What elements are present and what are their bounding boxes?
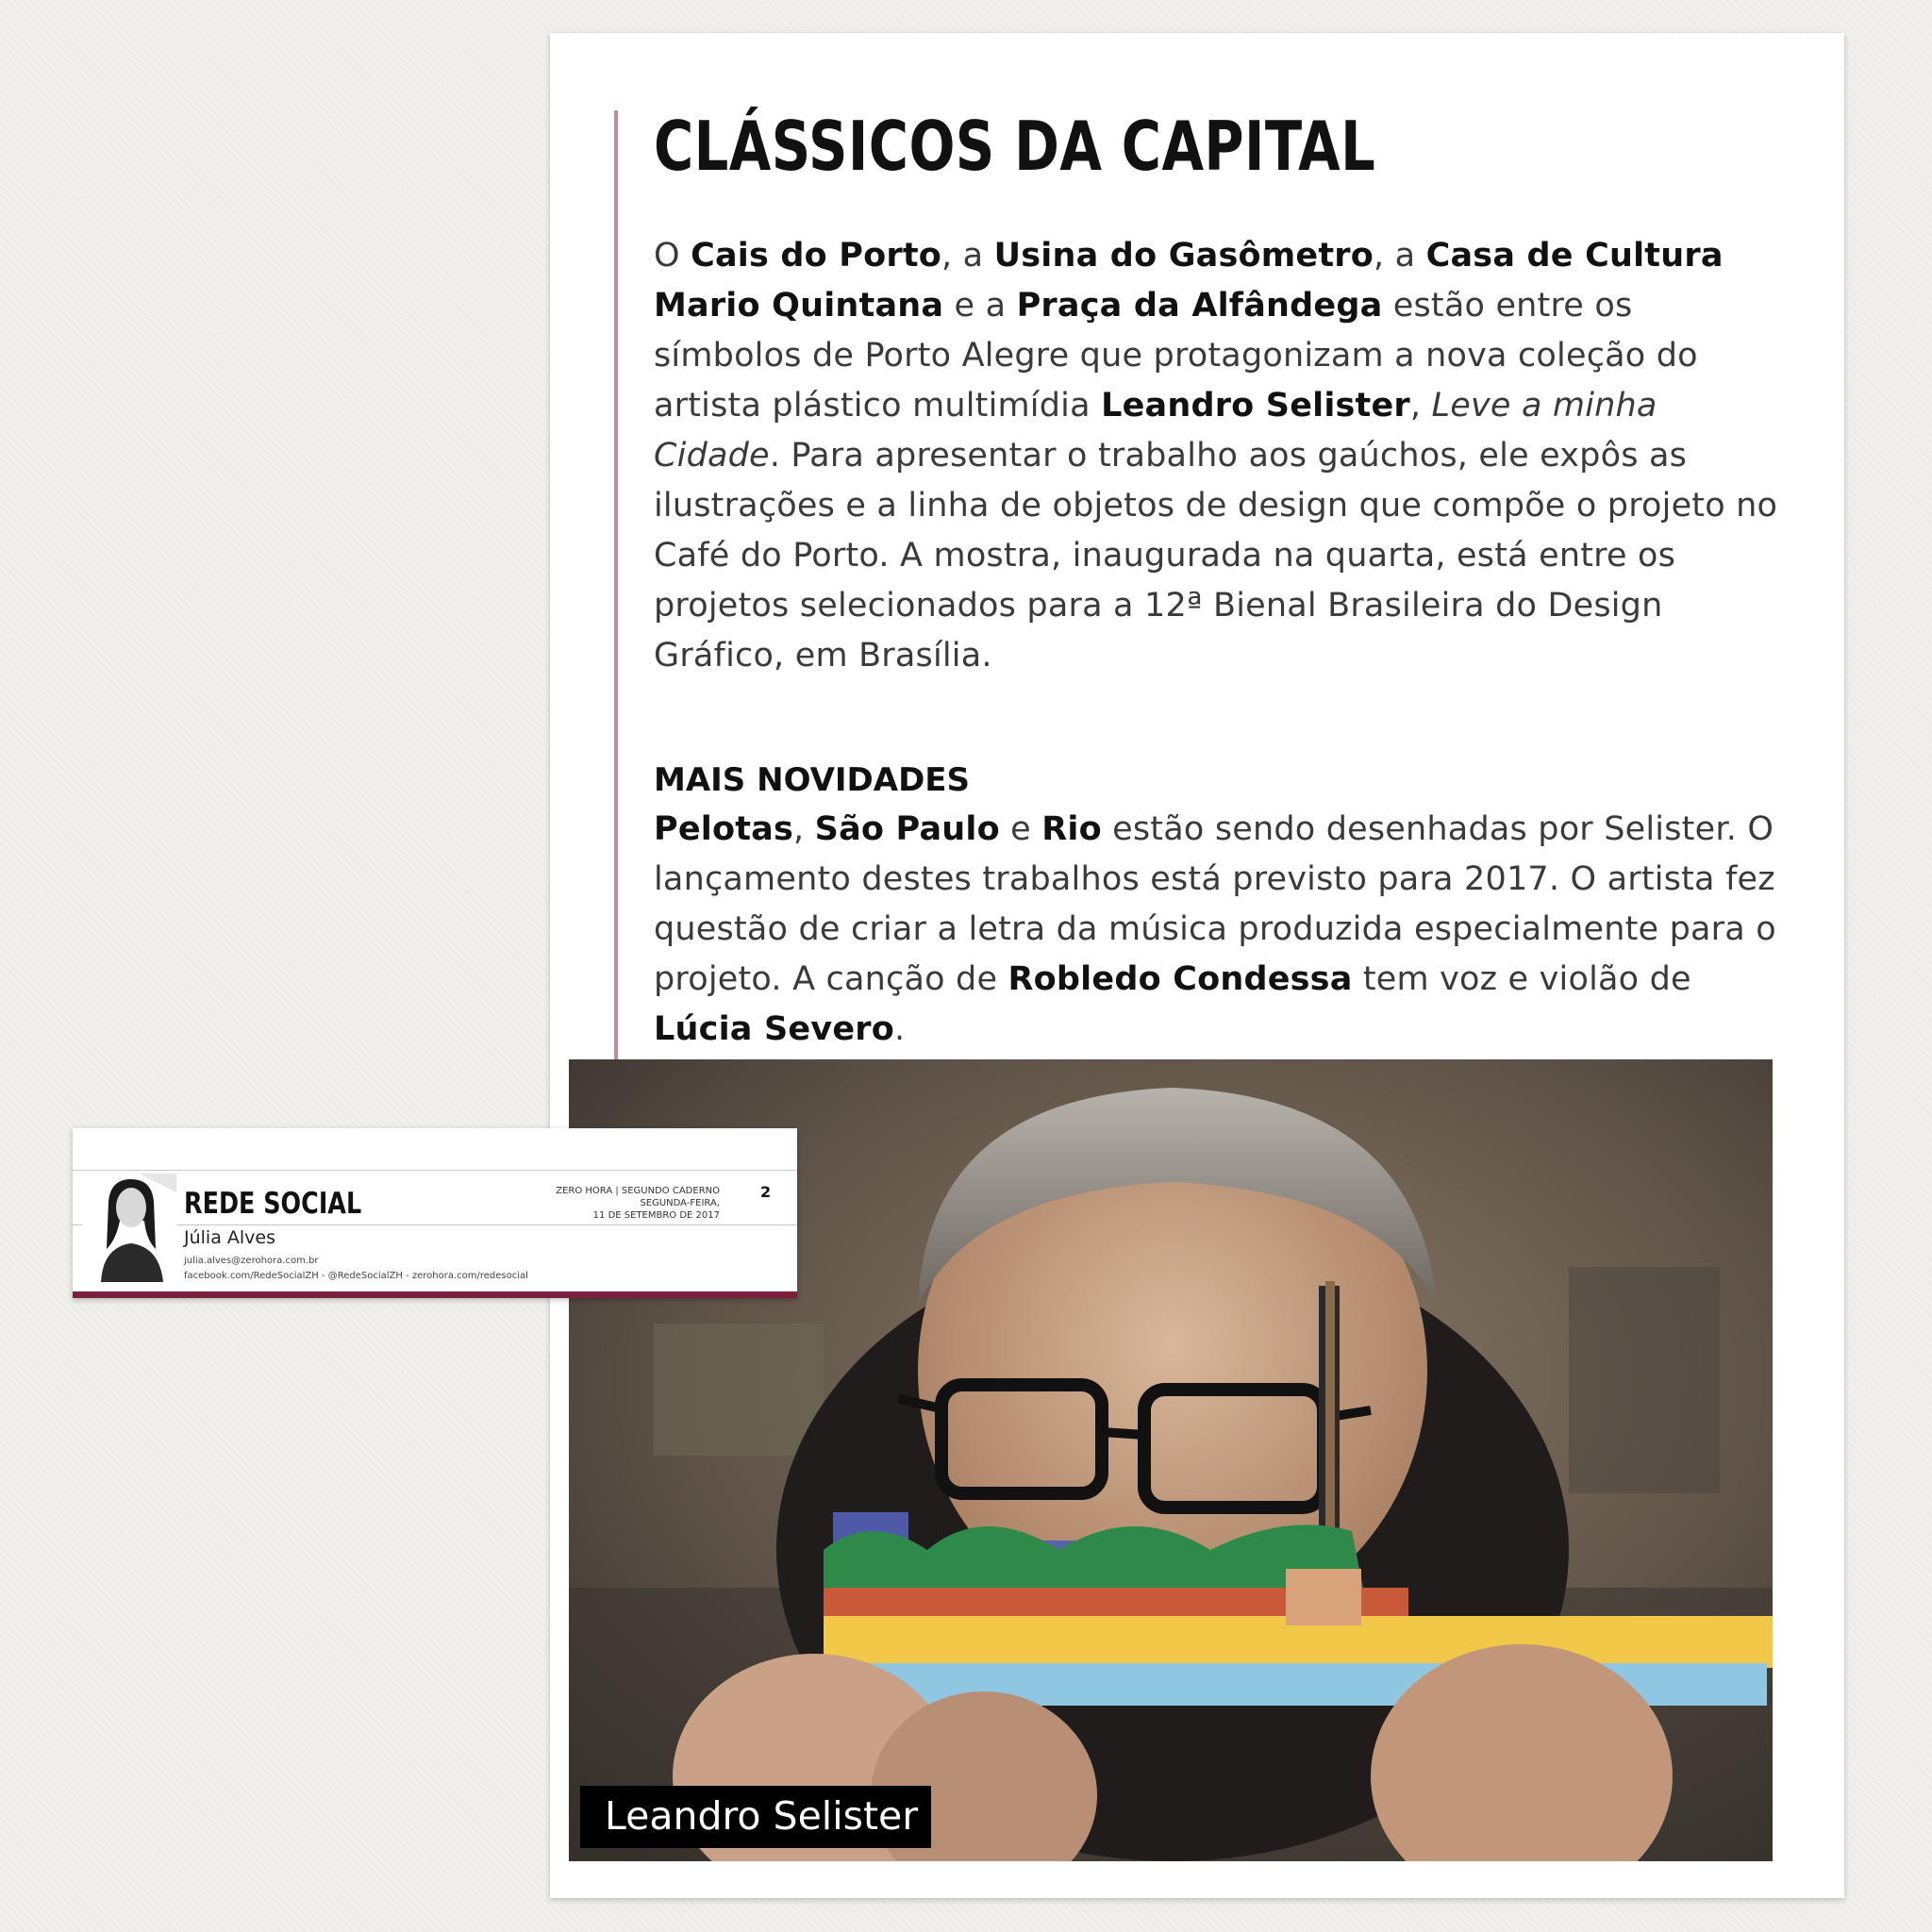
italic-title: Leve a minha Cidade: [654, 387, 1657, 475]
text-run: estão sendo desenhadas por Selister. O lançamento destes trabalhos está previsto para 2017. O artista fez questão de criar a letra da música produzida especialmente para o projeto. A canção de: [654, 810, 1776, 998]
publication-name: ZERO HORA | SEGUNDO CADERNO: [556, 1186, 720, 1196]
author-email: julia.alves@zerohora.com.br: [184, 1256, 319, 1266]
publication-weekday: SEGUNDA-FEIRA,: [640, 1198, 720, 1208]
text-run: e a: [943, 287, 1017, 325]
article-paragraph-2: [654, 805, 1786, 1055]
bold-name: Lúcia Severo: [654, 1010, 894, 1048]
banner-accent-bar: [73, 1291, 797, 1298]
photo-caption: Leandro Selister: [580, 1786, 931, 1848]
author-avatar: [82, 1174, 176, 1282]
bold-name: Rio: [1041, 810, 1102, 848]
section-title: REDE SOCIAL: [184, 1187, 362, 1221]
social-links: facebook.com/RedeSocialZH - @RedeSocialZH - zerohora.com/redesocial: [184, 1271, 528, 1281]
text-run: . Para apresentar o trabalho aos gaúchos, ele expôs as ilustrações e a linha de objetos de design que compõe o projeto no Café do Porto. A mostra, inaugurada na quarta, está entre os projetos selecionados para a 12ª Bienal Brasileira do Design Gráfico, em Brasília.: [654, 437, 1778, 675]
text-run: tem voz e violão de: [1352, 960, 1691, 998]
bold-name: Robledo Condessa: [1008, 960, 1353, 998]
headline: CLÁSSICOS DA CAPITAL: [654, 107, 1376, 186]
author-name: Júlia Alves: [184, 1227, 275, 1248]
subheading: MAIS NOVIDADES: [654, 761, 971, 799]
publication-info: [556, 1185, 720, 1222]
text-run: , a: [941, 237, 994, 275]
bold-name: Casa de Cultura Mario Quintana: [654, 237, 1724, 325]
text-run: e: [999, 810, 1042, 848]
banner-divider-middle: [73, 1224, 797, 1225]
bold-name: Praça da Alfândega: [1016, 287, 1383, 325]
bold-name: Leandro Selister: [1101, 387, 1410, 425]
text-run: , a: [1373, 237, 1426, 275]
bold-name: Usina do Gasômetro: [993, 237, 1374, 275]
article-paragraph-1: [654, 231, 1786, 681]
page-number: 2: [760, 1183, 772, 1201]
newspaper-clipping: [550, 33, 1844, 1898]
bold-name: São Paulo: [814, 810, 1000, 848]
text-run: estão entre os símbolos de Porto Alegre que protagonizam a nova coleção do artista plástico multimídia: [654, 287, 1698, 425]
banner-divider-top: [73, 1170, 797, 1171]
bold-name: Pelotas: [654, 810, 794, 848]
text-run: ,: [793, 810, 815, 848]
accent-rule: [614, 110, 618, 1093]
text-run: .: [893, 1010, 906, 1048]
publication-date: 11 DE SETEMBRO DE 2017: [592, 1210, 720, 1221]
text-run: ,: [1409, 387, 1432, 425]
text-run: O: [654, 237, 691, 275]
column-header-banner: [73, 1128, 797, 1298]
bold-name: Cais do Porto: [691, 237, 942, 275]
